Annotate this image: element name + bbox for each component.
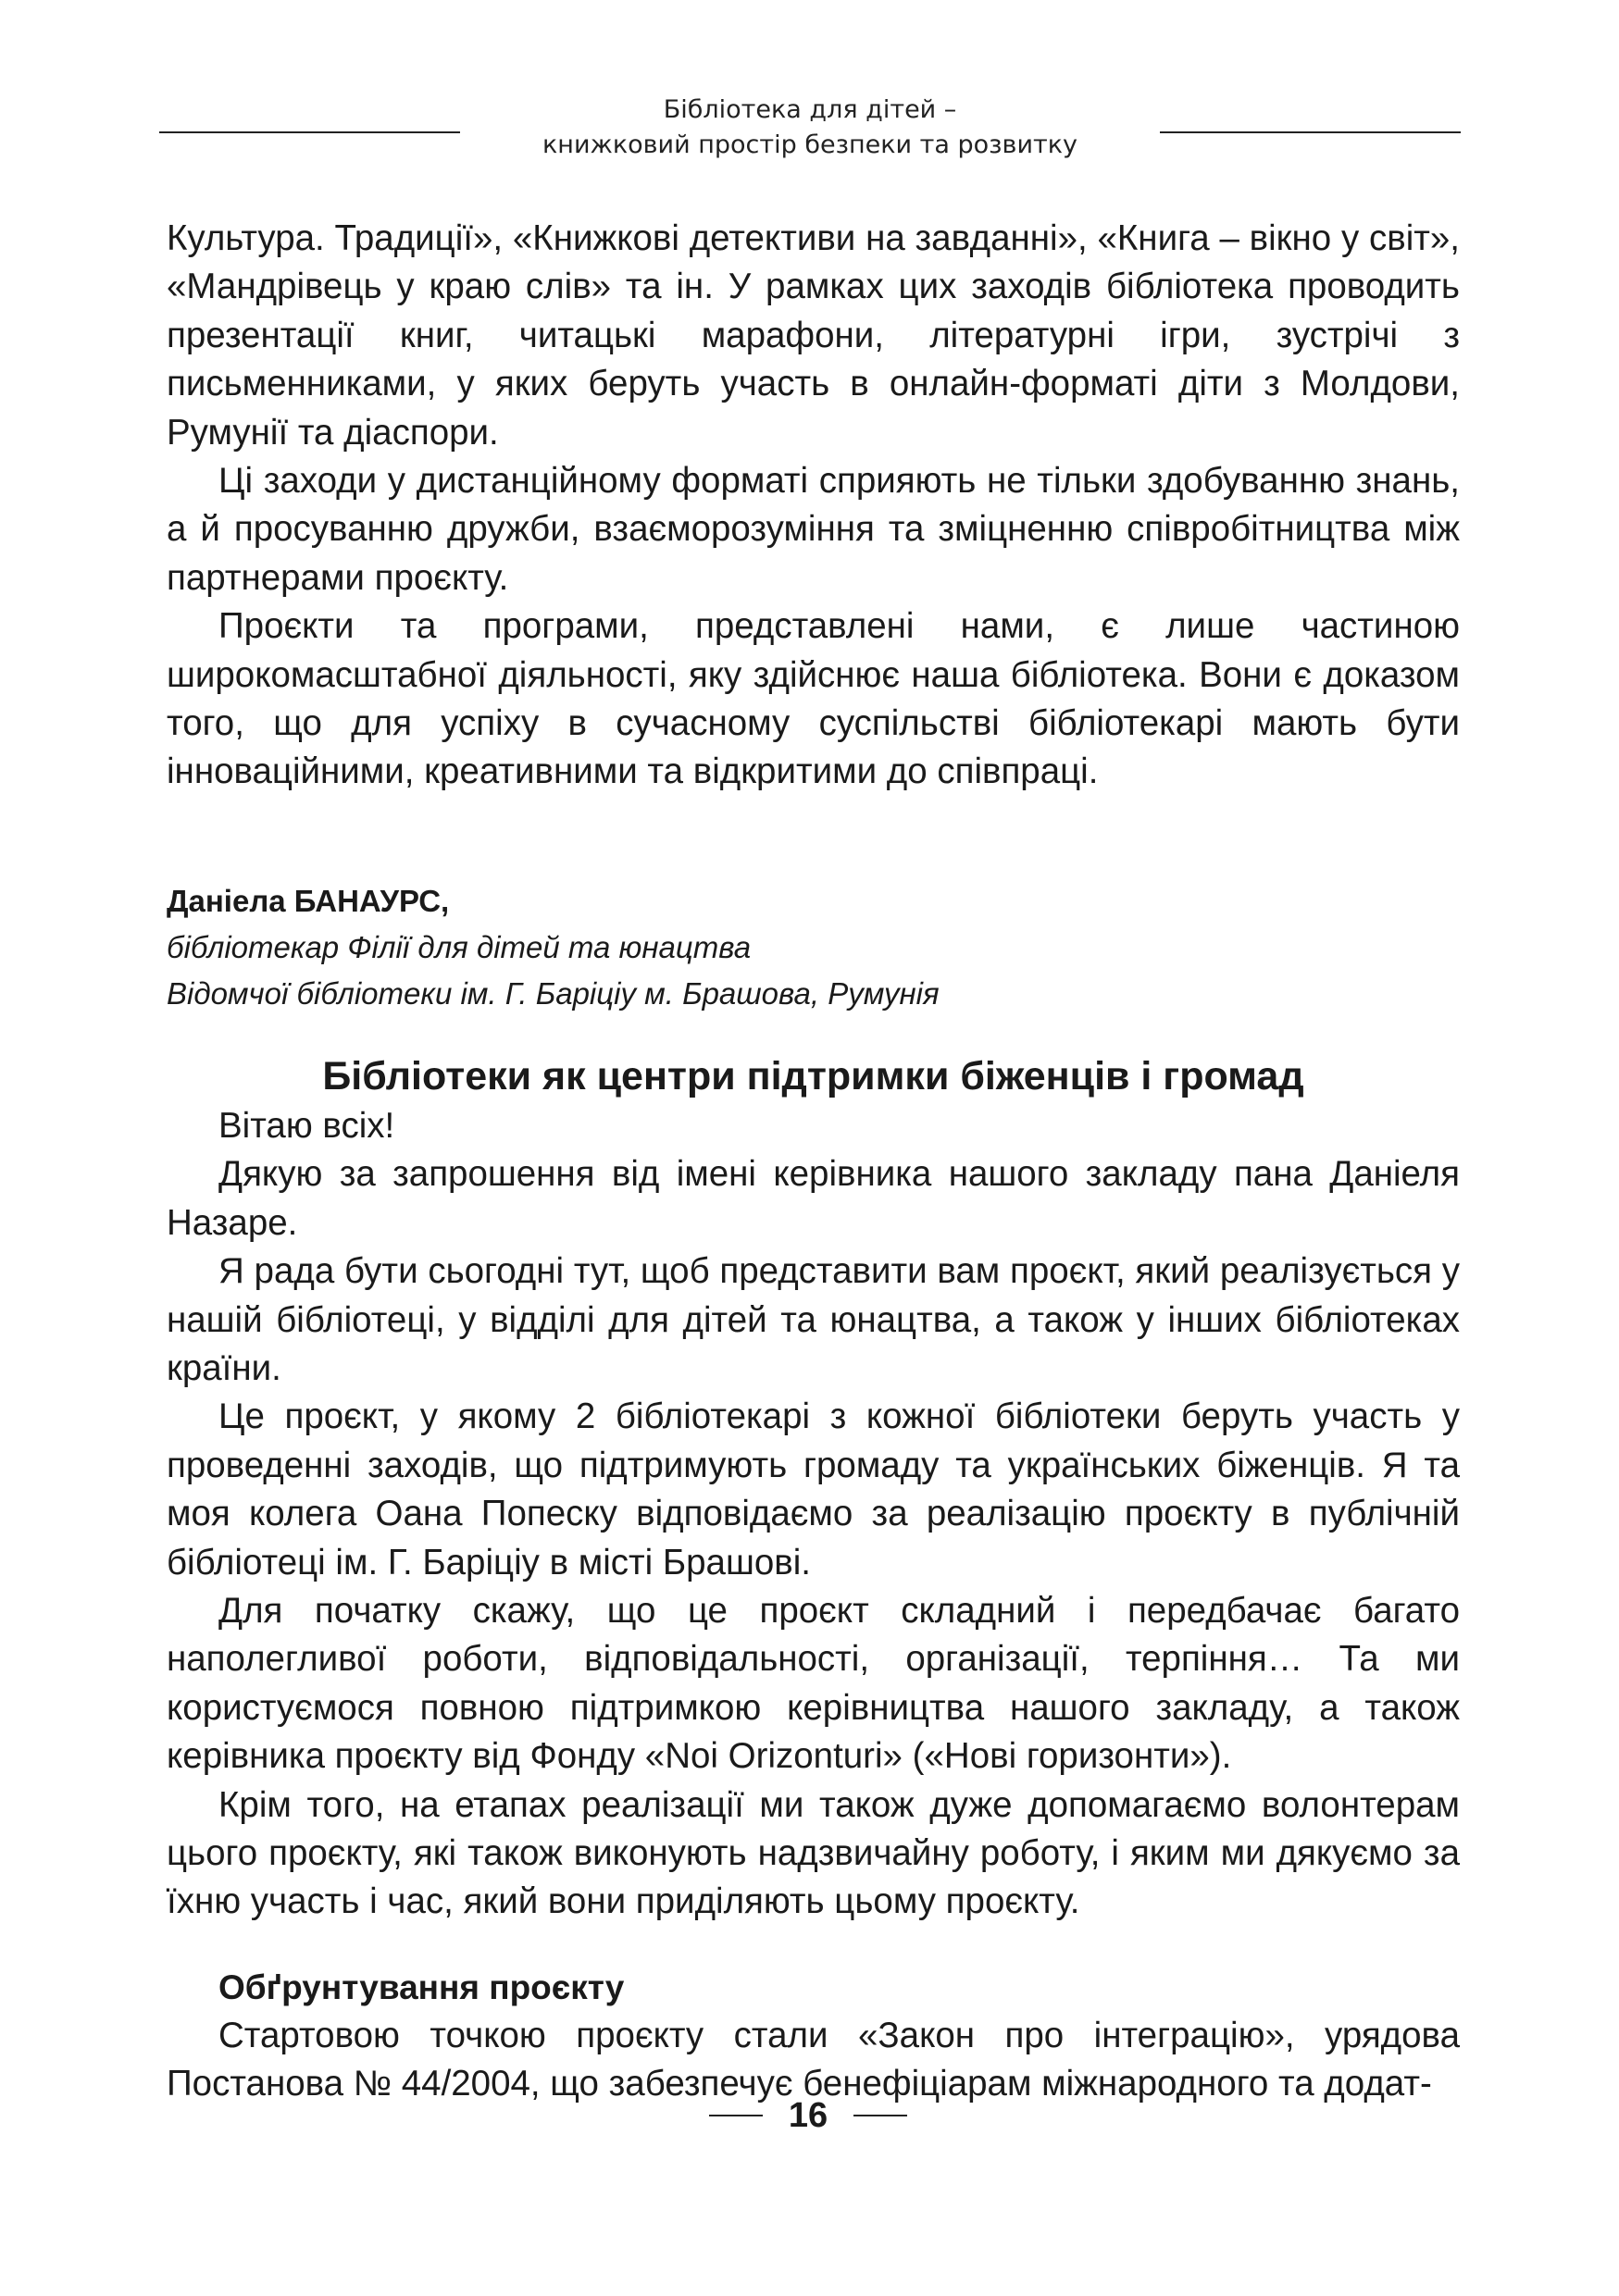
header-title: [159, 93, 1461, 163]
header-rule-right: [1160, 131, 1461, 133]
author-block: [167, 878, 1460, 1017]
page-footer: [0, 2087, 1619, 2142]
paragraph: Це проєкт, у якому 2 бібліотекарі з кожної бібліотеки беруть участь у проведенні заходів, що підтримують громаду та українських біженців. Я та моя колега Оана Попеску відповідаємо за реалізацію проєкту в публічній бібліотеці ім. Г. Баріціу в місті Брашові.: [167, 1396, 1460, 1582]
paragraph: Проєкти та програми, представлені нами, є лише частиною широкомасштабної діяльності, яку здійснює наша бібліотека. Вони є доказом того, що для успіху в сучасному суспільстві бібліотекарі мають бути інноваційними, креативними та відкритими до співпраці.: [167, 606, 1460, 792]
author-role-line1: бібліотекар Філії для дітей та юнацтва: [167, 929, 752, 964]
paragraph: Я рада бути сьогодні тут, щоб представити вам проєкт, який реалізується у нашій бібліотеці, у відділі для дітей та юнацтва, а також у інших бібліотеках країни.: [167, 1251, 1460, 1388]
footer-rule-left: [709, 2115, 763, 2116]
running-header: [159, 93, 1461, 167]
section-heading: Обґрунтування проєкту: [218, 1967, 625, 2006]
paragraph: Культура. Традиції», «Книжкові детективи на завданні», «Книга – вікно у світ», «Мандрівець у краю слів» та ін. У рамках цих заходів бібліотека проводить презентації книг, читацькі марафони, літературні ігри, зустрічі з письменниками, у яких беруть участь в онлайн-форматі діти з Молдови, Румунії та діаспори.: [167, 218, 1460, 453]
page-number: 16: [788, 2096, 828, 2135]
header-title-line2: книжковий простір безпеки та розвитку: [542, 130, 1078, 159]
paragraph: Крім того, на етапах реалізації ми також дуже допомагаємо волонтерам цього проєкту, які також виконують надзвичайну роботу, і яким ми дякуємо за їхню участь і час, який вони приділяють цьому проєкту.: [167, 1784, 1460, 1922]
footer-rule-right: [853, 2115, 907, 2116]
author-role-line2: Відомчої бібліотеки ім. Г. Баріціу м. Брашова, Румунія: [167, 975, 940, 1011]
paragraph: Ці заходи у дистанційному форматі сприяють не тільки здобуванню знань, а й просуванню дружби, взаєморозуміння та зміцненню співробітництва між партнерами проєкту.: [167, 461, 1460, 598]
header-title-line1: Бібліотека для дітей –: [663, 95, 957, 124]
paragraph: Вітаю всіх!: [218, 1105, 395, 1146]
paragraph: Стартовою точкою проєкту стали «Закон про інтеграцію», урядова Постанова № 44/2004, що забезпечує бенефіціарам міжнародного та додат-: [167, 2015, 1460, 2104]
paragraph: Для початку скажу, що це проєкт складний і передбачає багато наполегливої роботи, відповідальності, організації, терпіння… Та ми користуємося повною підтримкою керівництва нашого закладу, а також керівника проєкту від Фонду «Noi Orizonturi» («Нові горизонти»).: [167, 1590, 1460, 1777]
page-body: [167, 215, 1460, 2109]
article-title: Бібліотеки як центри підтримки біженців і громад: [322, 1053, 1304, 1098]
paragraph: Дякую за запрошення від імені керівника нашого закладу пана Даніеля Назаре.: [167, 1154, 1460, 1243]
author-name: Даніела БАНАУРС,: [167, 883, 450, 918]
